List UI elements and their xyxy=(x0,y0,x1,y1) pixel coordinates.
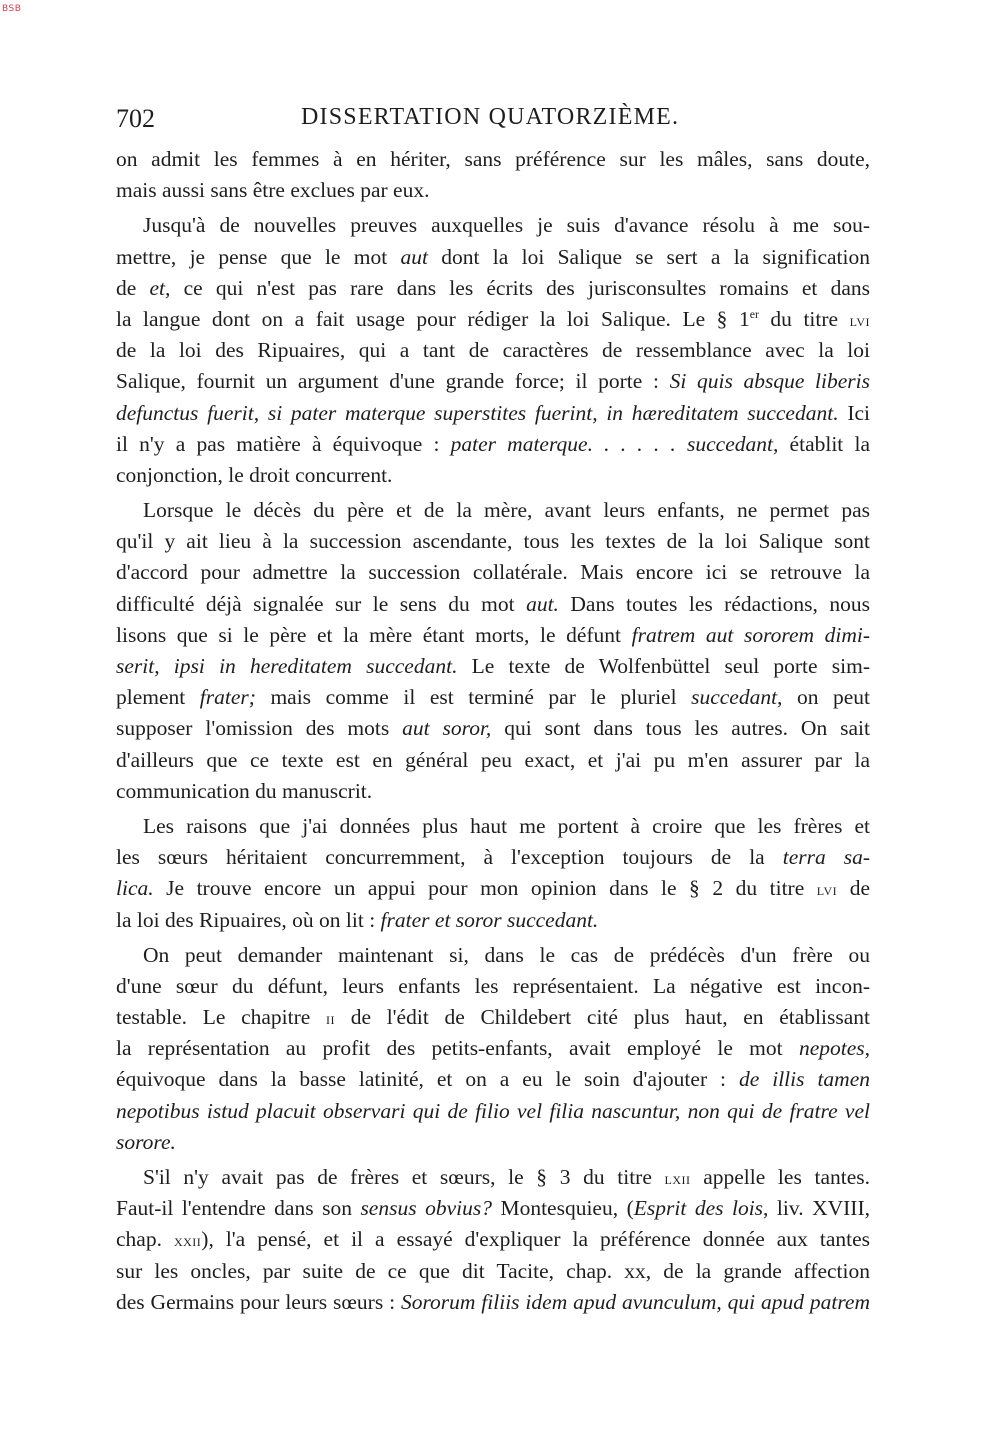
page-header xyxy=(116,104,870,138)
italic-segment: serit, ipsi in hereditatem succedant. xyxy=(116,654,458,678)
paragraph xyxy=(116,940,870,1158)
text-segment: il n'y a pas matière à équivoque : xyxy=(116,431,451,456)
text-line xyxy=(116,1162,870,1193)
text-segment: établit la xyxy=(778,431,870,456)
text-segment: sur les oncles, par suite de ce que dit Tacite, chap. xx, de la grande affection xyxy=(116,1258,870,1283)
text-segment: ce qui n'est pas rare dans les écrits des jurisconsultes romains et dans xyxy=(170,275,871,300)
text-segment: du titre xyxy=(758,306,850,331)
text-line xyxy=(116,682,870,713)
running-title: DISSERTATION QUATORZIÈME. xyxy=(301,104,680,130)
italic-segment: frater; xyxy=(199,685,256,710)
text-line xyxy=(116,811,870,842)
text-segment: les sœurs héritaient concurremment, à l'exception toujours de la xyxy=(116,845,783,870)
italic-segment: frater et soror succedant. xyxy=(380,907,599,932)
italic-segment: fratrem aut sororem dimi- xyxy=(631,622,870,647)
text-line xyxy=(116,460,870,491)
italic-segment: succedant, xyxy=(691,685,783,710)
text-segment: dont la loi Salique se sert a la signification xyxy=(427,244,870,269)
library-stamp: BSB xyxy=(2,4,22,14)
text-line xyxy=(116,1096,870,1127)
text-line xyxy=(116,398,870,429)
text-line xyxy=(116,210,870,241)
italic-segment: aut xyxy=(400,244,428,269)
text-segment: Lorsque le décès du père et de la mère, avant leurs enfants, ne permet pas xyxy=(143,498,870,523)
italic-segment: Si quis absque liberis xyxy=(669,369,870,394)
text-line xyxy=(116,1193,870,1224)
text-line xyxy=(116,873,870,904)
paragraph xyxy=(116,144,870,206)
italic-segment: nepotibus istud placuit observari qui de filio vel filia nascuntur, non qui de fratre vel xyxy=(116,1098,870,1123)
italic-segment: Sororum filiis idem apud avunculum, qui apud patrem xyxy=(400,1289,870,1314)
superscript-segment: er xyxy=(749,306,759,321)
text-segment: la langue dont on a fait usage pour rédiger la loi Salique. Le § 1 xyxy=(116,306,750,331)
text-line xyxy=(116,1287,870,1318)
italic-segment: defunctus fuerit, si pater materque superstites fuerint, in hæreditatem succedant. xyxy=(116,400,839,425)
text-line xyxy=(116,242,870,273)
italic-segment: terra sa- xyxy=(782,845,870,870)
page-number: 702 xyxy=(116,104,155,133)
text-line xyxy=(116,745,870,776)
small-caps-segment: lvi xyxy=(816,880,838,900)
italic-segment: nepotes, xyxy=(798,1036,870,1061)
text-line xyxy=(116,776,870,807)
text-segment: mais aussi sans être exclues par eux. xyxy=(116,178,430,203)
text-segment: Faut-il l'entendre dans son xyxy=(116,1196,361,1221)
text-segment: , liv. XVIII, xyxy=(763,1196,870,1221)
text-segment: plement xyxy=(116,685,200,710)
text-segment: équivoque dans la basse latinité, et on a eu le soin d'ajouter : xyxy=(116,1067,739,1092)
text-line xyxy=(116,304,870,335)
small-caps-segment: xxii xyxy=(173,1231,202,1251)
text-segment: Ici xyxy=(838,400,870,425)
text-line xyxy=(116,335,870,366)
italic-segment: de illis tamen xyxy=(738,1067,870,1092)
text-line xyxy=(116,651,870,682)
text-segment: communication du manuscrit. xyxy=(116,778,373,803)
text-segment: testable. Le chapitre xyxy=(116,1005,327,1030)
italic-segment: et, xyxy=(149,275,171,300)
italic-segment: Esprit des lois xyxy=(633,1196,764,1221)
text-segment: on peut xyxy=(782,685,870,710)
paragraph xyxy=(116,811,870,936)
body-text xyxy=(116,144,870,1318)
text-line xyxy=(116,1256,870,1287)
text-segment: Salique, fournit un argument d'une grande force; il porte : xyxy=(116,369,670,394)
text-line xyxy=(116,940,870,971)
text-segment: Les raisons que j'ai données plus haut me portent à croire que les frères et xyxy=(143,813,870,838)
text-line xyxy=(116,1224,870,1255)
text-line xyxy=(116,1033,870,1064)
text-line xyxy=(116,429,870,460)
text-line xyxy=(116,1002,870,1033)
text-segment: appelle les tantes. xyxy=(690,1165,870,1189)
italic-segment: sensus obvius? xyxy=(360,1196,492,1221)
text-line xyxy=(116,557,870,588)
paragraph xyxy=(116,1162,870,1318)
italic-segment: aut. xyxy=(526,591,559,616)
text-line xyxy=(116,273,870,304)
text-segment: de xyxy=(116,275,150,300)
small-caps-segment: ii xyxy=(326,1009,336,1029)
text-line xyxy=(116,713,870,744)
text-line xyxy=(116,620,870,651)
text-segment: d'ailleurs que ce texte est en général peu exact, et j'ai pu m'en assurer par la xyxy=(116,747,870,772)
text-segment: Jusqu'à de nouvelles preuves auxquelles je suis d'avance résolu à me sou- xyxy=(143,213,870,238)
text-line xyxy=(116,366,870,397)
text-segment: ), l'a pensé, et il a essayé d'expliquer la préférence donnée aux tantes xyxy=(201,1227,870,1252)
text-segment: de la loi des Ripuaires, qui a tant de caractères de ressemblance avec la loi xyxy=(116,338,870,363)
text-segment: des Germains pour leurs sœurs : xyxy=(116,1289,401,1314)
text-segment: chap. xyxy=(116,1227,174,1252)
text-segment: conjonction, le droit concurrent. xyxy=(116,462,393,487)
text-line xyxy=(116,1127,870,1158)
paragraph xyxy=(116,210,870,491)
text-line xyxy=(116,526,870,557)
text-segment: la loi des Ripuaires, où on lit : xyxy=(116,907,381,932)
small-caps-segment: lxii xyxy=(664,1169,691,1188)
text-line xyxy=(116,175,870,206)
text-segment: Le texte de Wolfenbüttel seul porte sim- xyxy=(457,654,870,678)
text-segment: Je trouve encore un appui pour mon opinion dans le § 2 du titre xyxy=(153,876,817,901)
text-segment: mettre, je pense que le mot xyxy=(116,244,401,269)
text-segment: d'une sœur du défunt, leurs enfants les représentaient. La négative est incon- xyxy=(116,973,870,998)
text-line xyxy=(116,495,870,526)
text-segment: d'accord pour admettre la succession collatérale. Mais encore ici se retrouve la xyxy=(116,560,870,585)
text-line xyxy=(116,971,870,1002)
text-segment: mais comme il est terminé par le pluriel xyxy=(255,685,692,710)
text-segment: supposer l'omission des mots xyxy=(116,716,403,741)
italic-segment: aut soror, xyxy=(402,716,492,741)
text-segment: Montesquieu, ( xyxy=(491,1196,634,1221)
text-segment: on admit les femmes à en hériter, sans préférence sur les mâles, sans doute, xyxy=(116,147,870,171)
text-segment: qu'il y ait lieu à la succession ascendante, tous les textes de la loi Salique sont xyxy=(116,529,870,554)
paragraph xyxy=(116,495,870,807)
italic-segment: lica. xyxy=(116,876,154,901)
text-segment: difficulté déjà signalée sur le sens du mot xyxy=(116,591,527,616)
text-segment: On peut demander maintenant si, dans le cas de prédécès d'un frère ou xyxy=(143,942,870,967)
text-line xyxy=(116,1064,870,1095)
text-line xyxy=(116,905,870,936)
text-segment: lisons que si le père et la mère étant morts, le défunt xyxy=(116,622,632,647)
text-line xyxy=(116,589,870,620)
text-segment: de xyxy=(837,876,870,901)
italic-segment: pater materque. . . . . . succedant, xyxy=(450,431,779,456)
italic-segment: sorore. xyxy=(116,1129,176,1154)
text-segment: qui sont dans tous les autres. On sait xyxy=(491,716,870,741)
text-line xyxy=(116,842,870,873)
text-segment: S'il n'y avait pas de frères et sœurs, le § 3 du titre xyxy=(143,1165,665,1189)
text-line xyxy=(116,144,870,175)
text-segment: la représentation au profit des petits-enfants, avait employé le mot xyxy=(116,1036,799,1061)
small-caps-segment: lvi xyxy=(849,310,871,330)
text-segment: Dans toutes les rédactions, nous xyxy=(558,591,870,616)
text-segment: de l'édit de Childebert cité plus haut, en établissant xyxy=(335,1005,870,1030)
